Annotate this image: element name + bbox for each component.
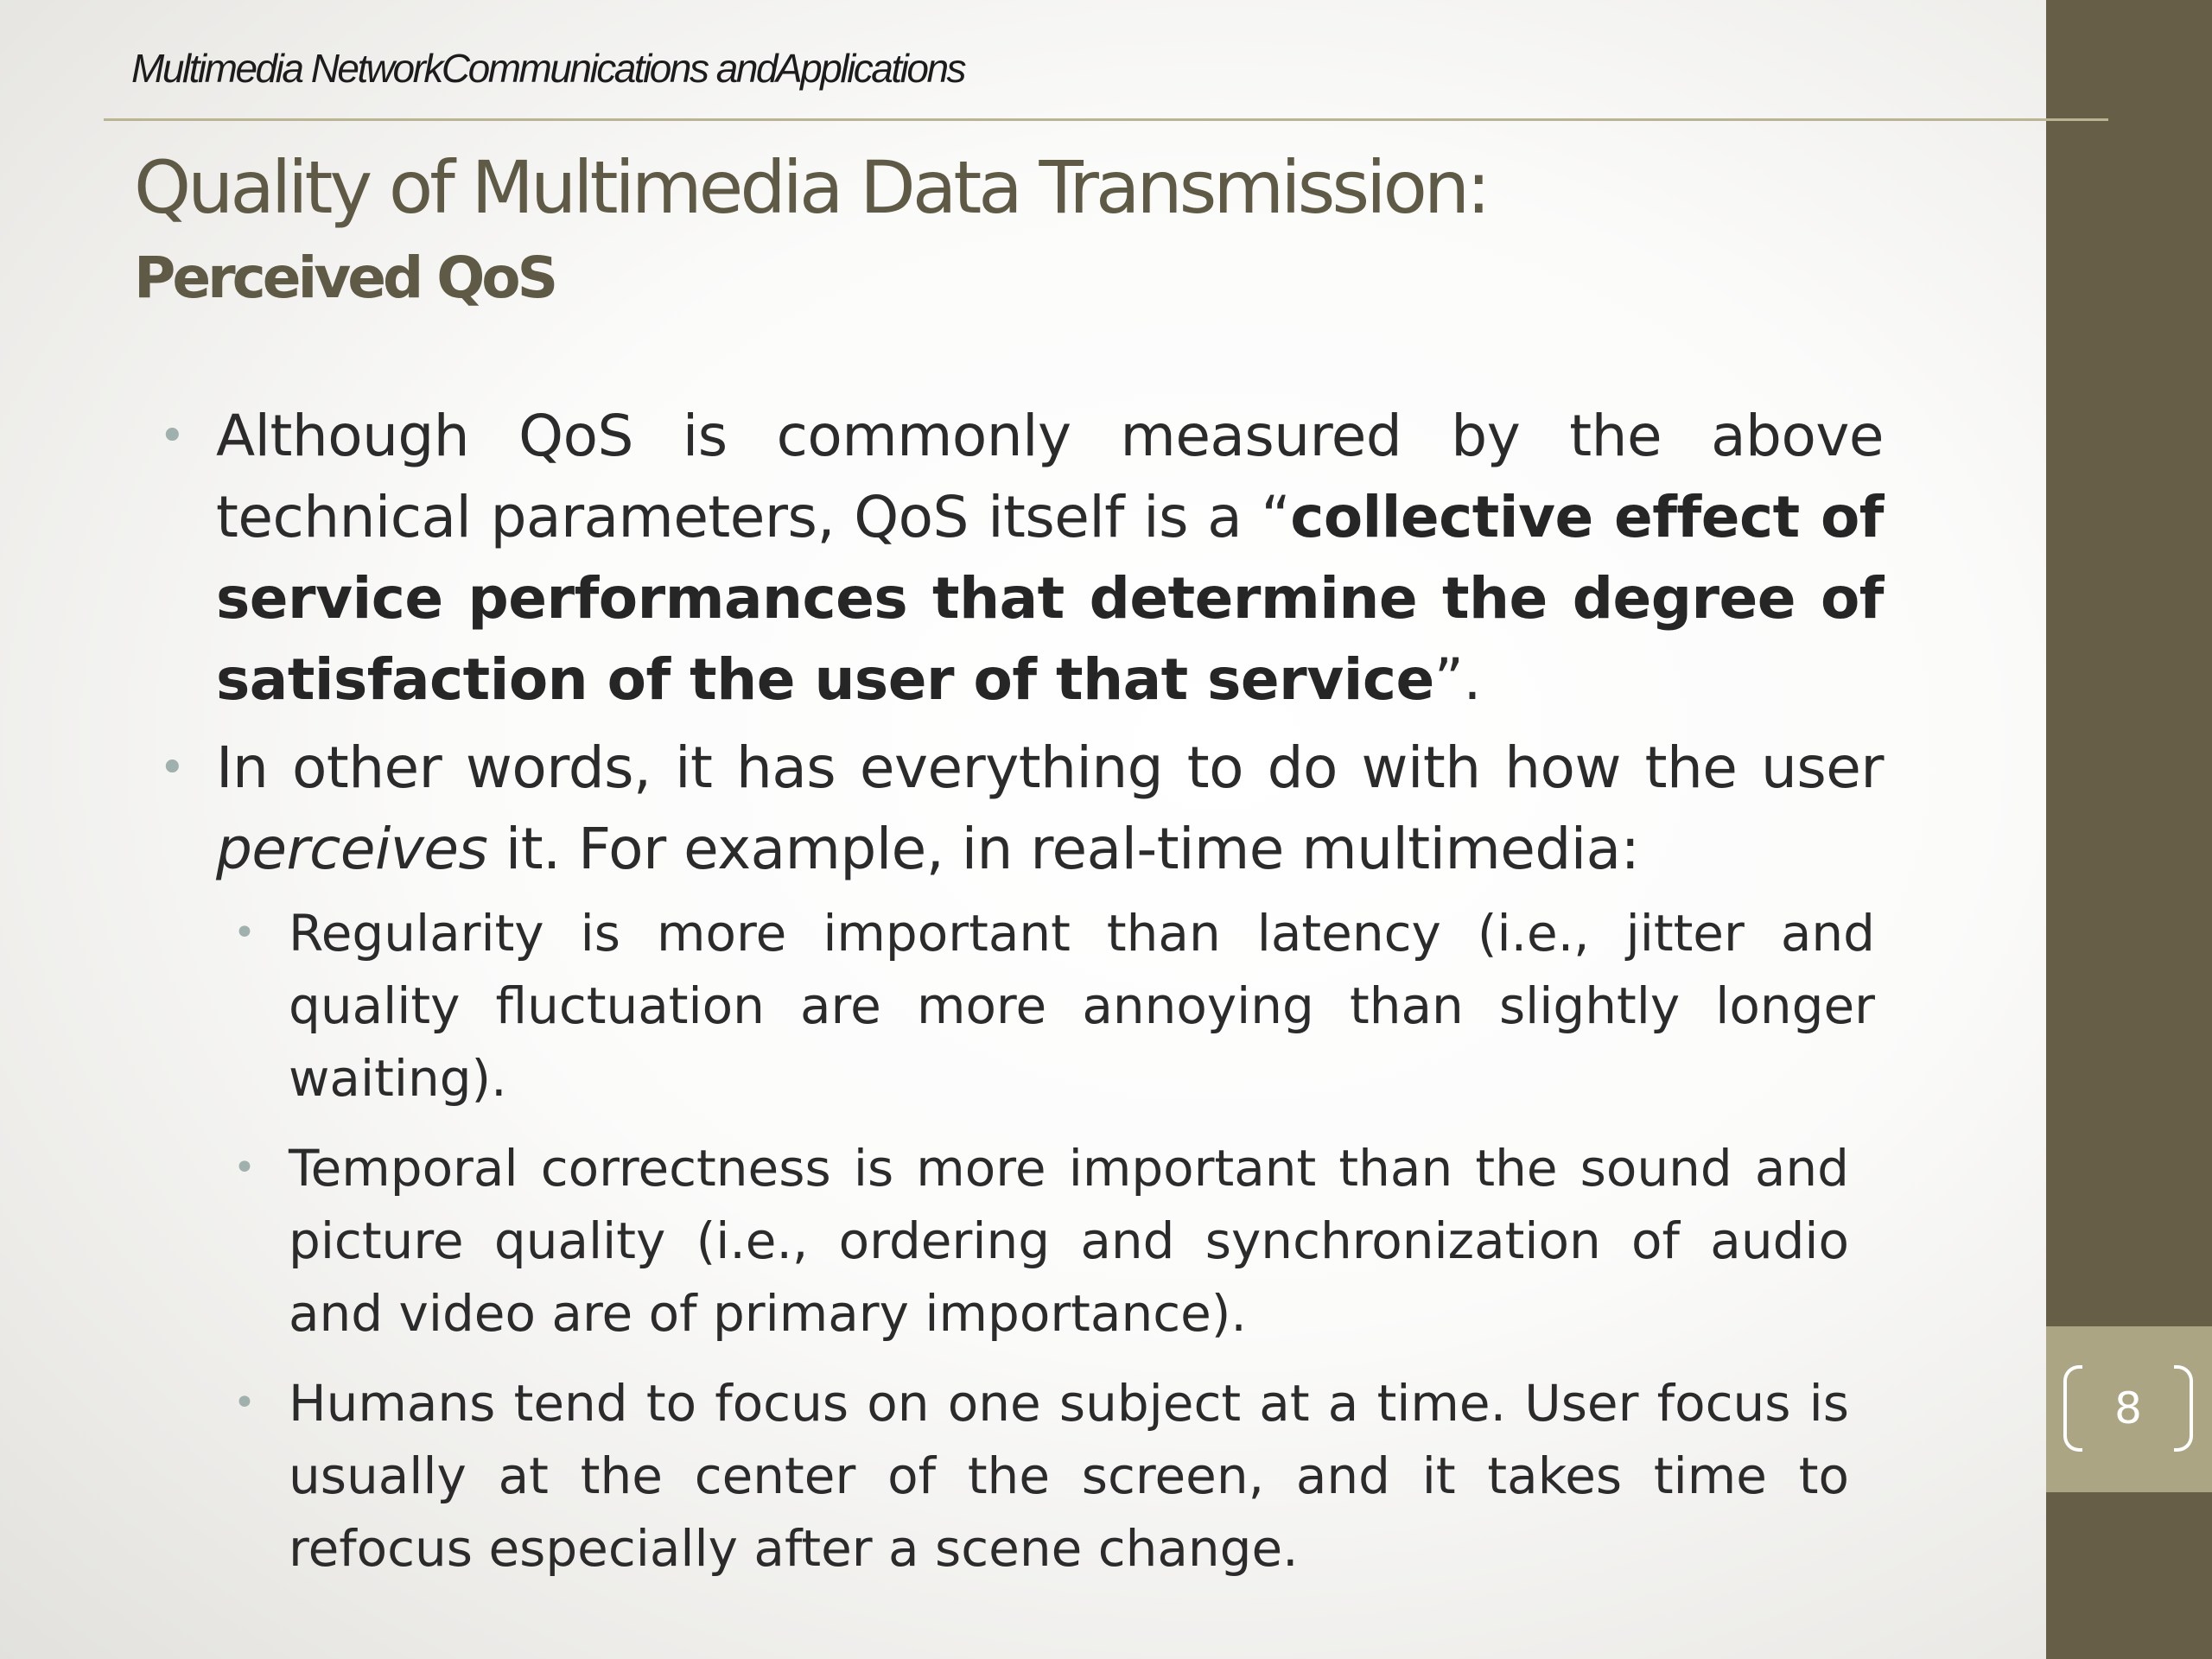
page-number: 8: [2114, 1383, 2142, 1433]
bullet-item: [159, 396, 1885, 721]
slide-title: Quality of Multimedia Data Transmission:: [134, 145, 1488, 230]
right-bracket-icon: [2174, 1365, 2193, 1452]
sub-bullet-item: [233, 1132, 1849, 1350]
left-bracket-icon: [2063, 1365, 2082, 1452]
header-divider: [104, 118, 2108, 121]
bullet-text: it. For example, in real-time multimedia:: [487, 816, 1640, 882]
bullet-icon: •: [233, 911, 256, 955]
bullet-text: ”.: [1433, 646, 1481, 713]
bullet-text: In other words, it has everything to do with how the user: [216, 734, 1884, 801]
bullet-item: [159, 728, 1884, 890]
bullet-icon: •: [233, 1381, 256, 1425]
slide-subtitle: Perceived QoS: [134, 245, 556, 311]
bullet-icon: •: [233, 1146, 256, 1190]
bullet-list: [156, 396, 1884, 1602]
bullet-icon: •: [159, 742, 186, 794]
bullet-text: Temporal correctness is more important than the sound and picture quality (i.e., ordering and synchronization of audio and video are of primary importance).: [289, 1139, 1849, 1343]
bullet-text: Humans tend to focus on one subject at a time. User focus is usually at the center of the screen, and it takes time to refocus especially after a scene change.: [289, 1374, 1849, 1578]
bullet-emphasis: collective effect of service performances that determine the degree of satisfaction of the user of that service: [216, 484, 1885, 713]
bullet-text: Although QoS is commonly measured by the above technical parameters, QoS itself is a “: [216, 403, 1884, 550]
course-header: Multimedia NetworkCommunications andApplications: [131, 46, 965, 91]
sub-bullet-item: [233, 1367, 1849, 1585]
bullet-text: Regularity is more important than latency (i.e., jitter and quality fluctuation are more annoying than slightly longer waiting).: [289, 904, 1875, 1108]
sub-bullet-item: [233, 897, 1875, 1115]
bullet-emphasis: perceives: [216, 816, 488, 882]
bullet-icon: •: [159, 410, 186, 462]
